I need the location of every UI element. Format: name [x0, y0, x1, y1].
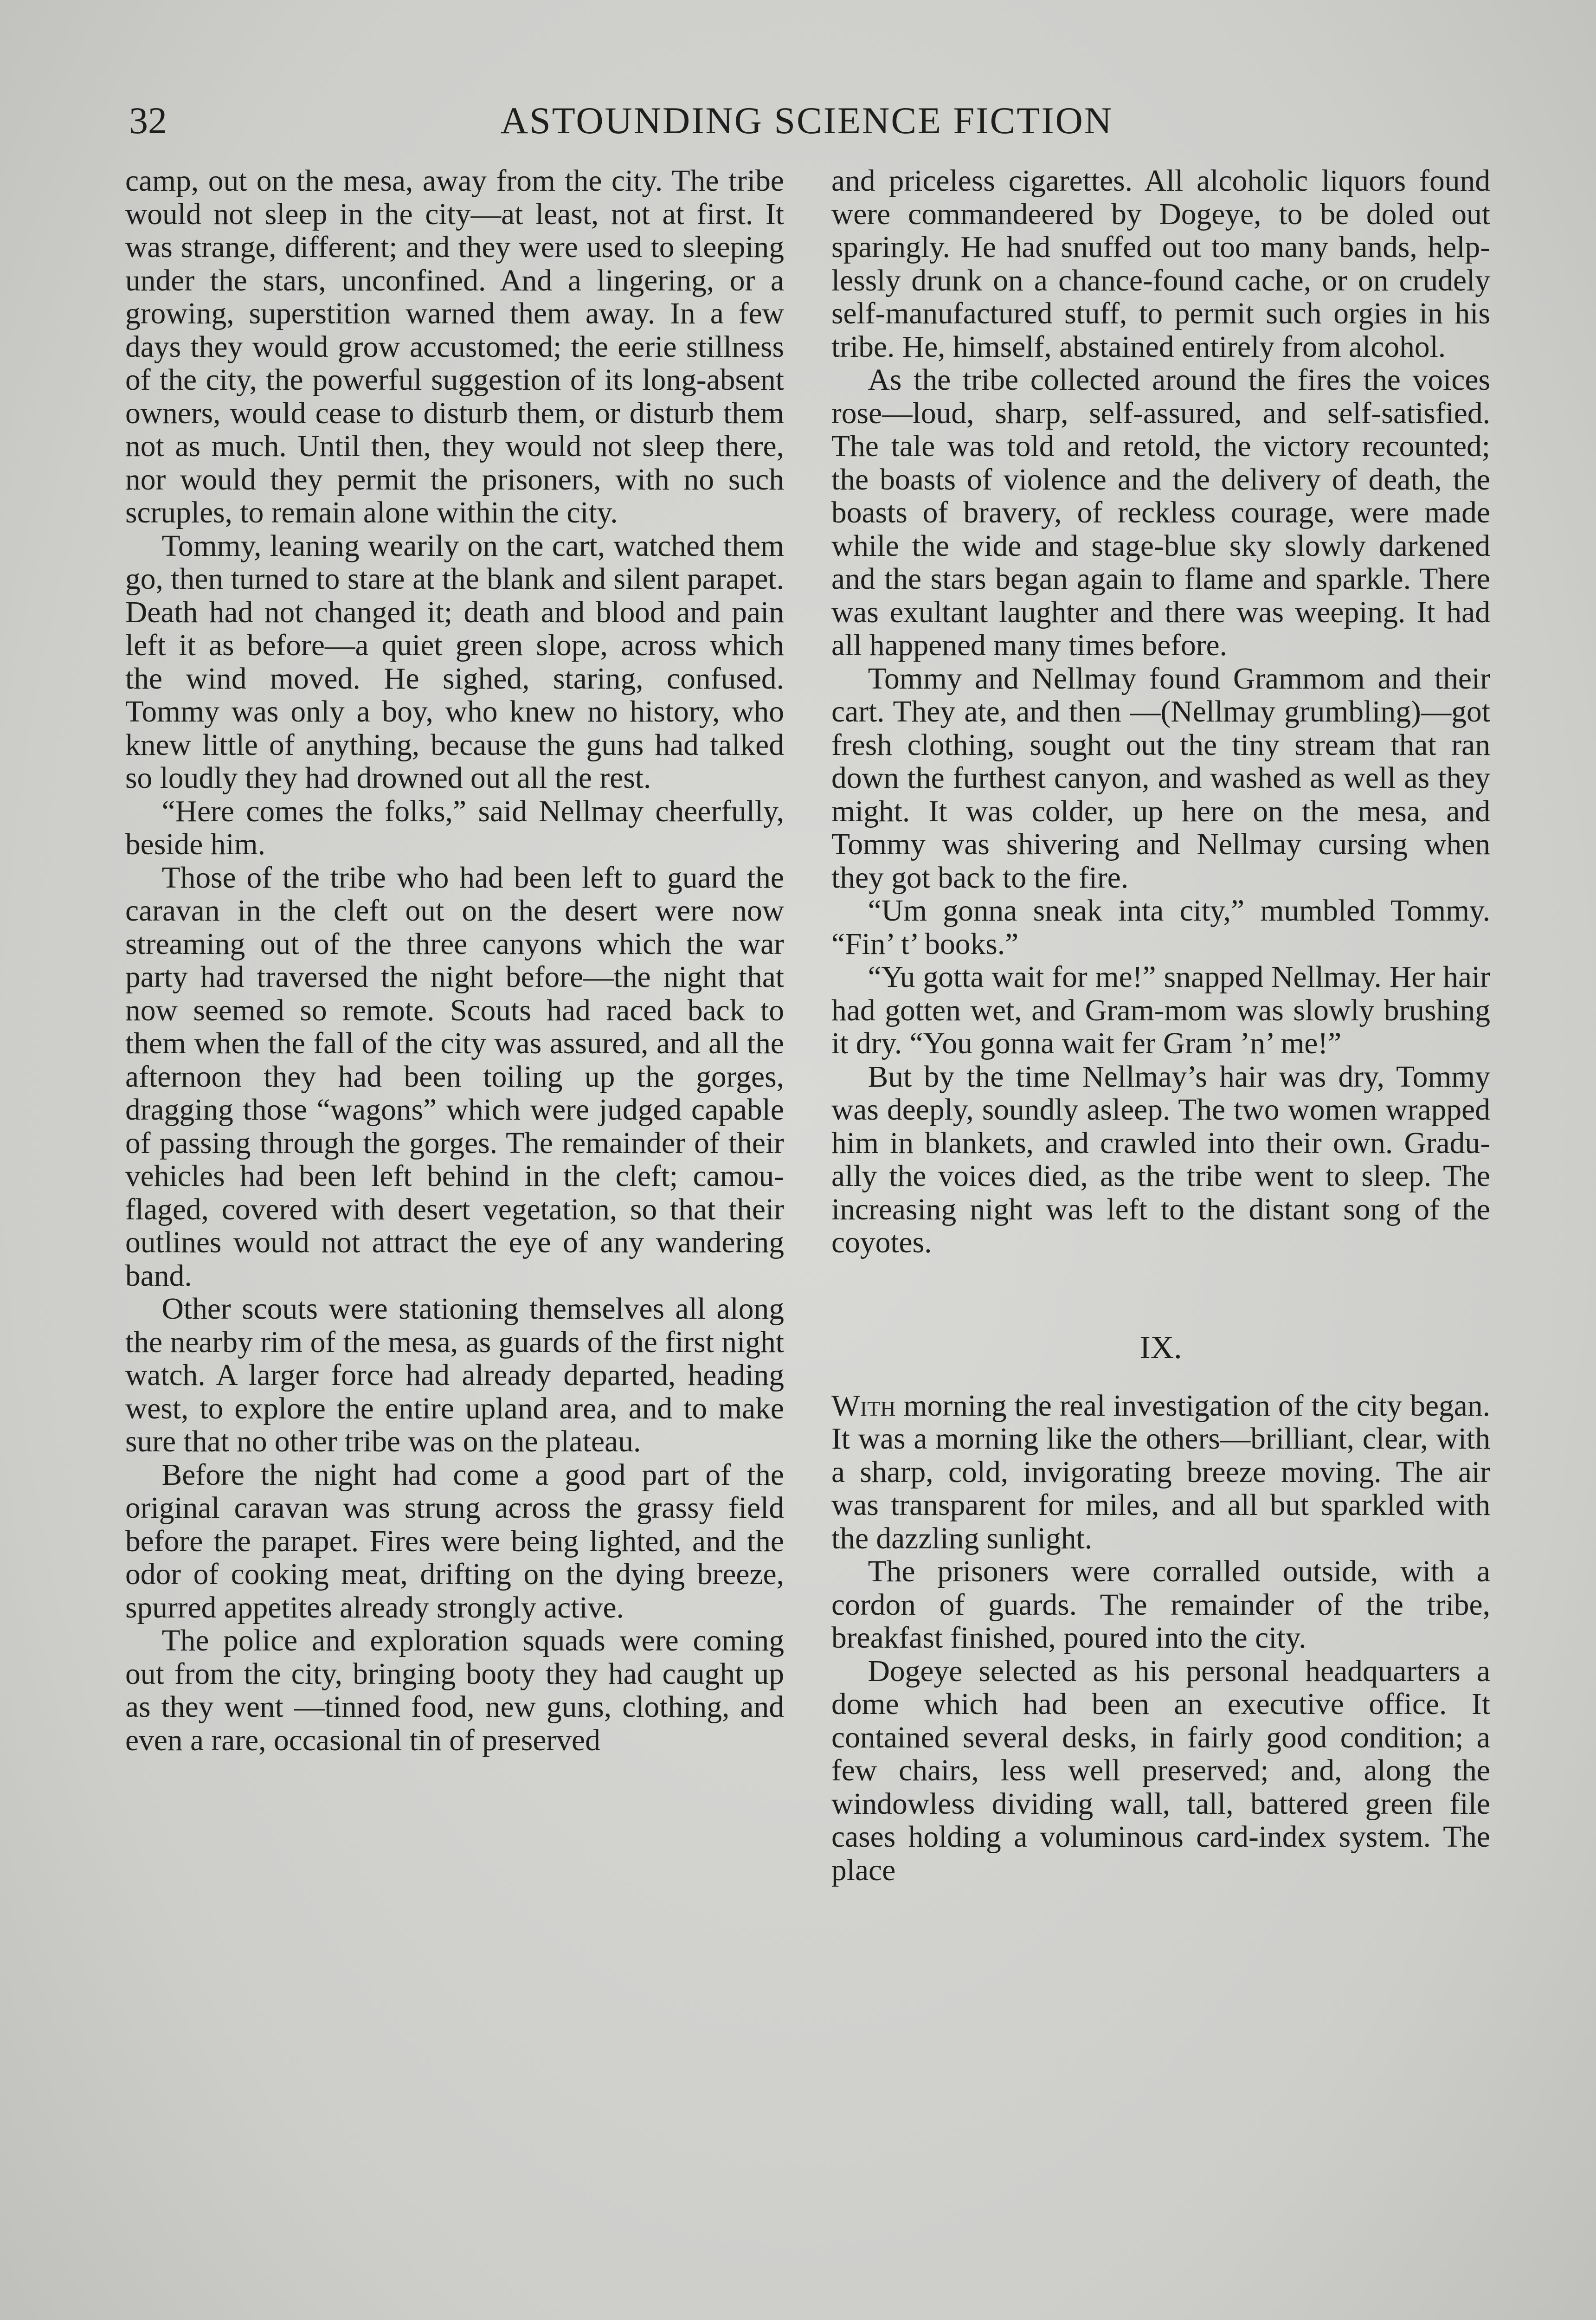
paragraph: Dogeye selected as his personal headquarters a dome which had been an executive office. It contained several desks, in fairly good condition; a few chairs, less well preserved; and, along the windowless dividing wall, tall, battered green file cases holding a voluminous card-index system. The place: [831, 1654, 1490, 1887]
paragraph: camp, out on the mesa, away from the city. The tribe would not sleep in the city—at least, not at first. It was strange, different; and they were used to sleeping under the stars, unconfined. And a lingering, or a growing, superstition warned them away. In a few days they would grow accustomed; the eerie stillness of the city, the powerful suggestion of its long-absent owners, would cease to disturb them, or disturb them not as much. Until then, they would not sleep there, nor would they permit the prisoners, with no such scruples, to remain alone within the city.: [125, 164, 784, 529]
section-opening-paragraph: [831, 1390, 1490, 1556]
paragraph: Before the night had come a good part of the original caravan was strung across the grassy field before the parapet. Fires were being lighted, and the odor of cooking meat, drifting on the dying breeze, spurred appetites already strongly active.: [125, 1458, 784, 1624]
page-header: [129, 93, 1485, 148]
paragraph: As the tribe collected around the fires the voices rose—loud, sharp, self-assured, and self-satisfied. The tale was told and retold, the victory recounted; the boasts of violence and the delivery of death, the boasts of bravery, of reckless courage, were made while the wide and stage-blue sky slowly darkened and the stars began again to flame and sparkle. There was exultant laughter and there was weeping. It had all happened many times before.: [831, 363, 1490, 662]
page-number: 32: [129, 99, 167, 142]
paragraph: Those of the tribe who had been left to guard the caravan in the cleft out on the desert were now streaming out of the three canyons which the war party had traversed the night before—the night that now seemed so remote. Scouts had raced back to them when the fall of the city was assured, and all the afternoon they had been toiling up the gorges, dragging those “wagons” which were judged capable of passing through the gorges. The remainder of their vehicles had been left behind in the cleft; camouflaged, covered with desert vegetation, so that their outlines would not attract the eye of any wandering band.: [125, 861, 784, 1293]
paragraph: The prisoners were corralled outside, with a cordon of guards. The remainder of the tribe, breakfast finished, poured into the city.: [831, 1555, 1490, 1655]
paragraph: Tommy, leaning wearily on the cart, watched them go, then turned to stare at the blank and silent parapet. Death had not changed it; death and blood and pain left it as before—a quiet green slope, across which the wind moved. He sighed, staring, confused. Tommy was only a boy, who knew no history, who knew little of anything, because the guns had talked so loudly they had drowned out all the rest.: [125, 529, 784, 795]
paragraph: “Yu gotta wait for me!” snapped Nellmay. Her hair had gotten wet, and Gram-mom was slowly brushing it dry. “You gonna wait fer Gram ’n’ me!”: [831, 960, 1490, 1060]
right-column: [831, 165, 1490, 1887]
section-heading: IX.: [1139, 1329, 1182, 1366]
left-column: [125, 165, 784, 1757]
paragraph: Tommy and Nellmay found Grammom and their cart. They ate, and then —(Nellmay grumbling)—got fresh clothing, sought out the tiny stream that ran down the furthest canyon, and washed as well as they might. It was colder, up here on the mesa, and Tommy was shivering and Nellmay cursing when they got back to the fire.: [831, 662, 1490, 895]
paragraph: “Um gonna sneak inta city,” mumbled Tommy. “Fin’ t’ books.”: [831, 894, 1490, 961]
paragraph: Other scouts were stationing themselves all along the nearby rim of the mesa, as guards of the first night watch. A larger force had already departed, heading west, to explore the entire upland area, and to make sure that no other tribe was on the plateau.: [125, 1292, 784, 1458]
paragraph: “Here comes the folks,” said Nellmay cheerfully, beside him.: [125, 794, 784, 861]
paragraph: and priceless cigarettes. All alcoholic liquors found were commandeered by Dogeye, to be doled out sparingly. He had snuffed out too many bands, helplessly drunk on a chance-found cache, or on crudely self-manufactured stuff, to permit such orgies in his tribe. He, himself, abstained entirely from alcohol.: [831, 164, 1490, 364]
opening-word: With: [831, 1389, 896, 1423]
paragraph: The police and exploration squads were coming out from the city, bringing booty they had caught up as they went —tinned food, new guns, clothing, and even a rare, occasional tin of preserved: [125, 1624, 784, 1757]
paragraph: But by the time Nellmay’s hair was dry, Tommy was deeply, soundly asleep. The two women wrapped him in blankets, and crawled into their own. Gradually the voices died, as the tribe went to sleep. The increasing night was left to the distant song of the coyotes.: [831, 1060, 1490, 1259]
opening-text: morning the real investigation of the city began. It was a morning like the others—brilliant, clear, with a sharp, cold, invigorating breeze moving. The air was transparent for miles, and all but sparkled with the dazzling sunlight.: [831, 1389, 1490, 1555]
running-title: ASTOUNDING SCIENCE FICTION: [500, 99, 1113, 142]
